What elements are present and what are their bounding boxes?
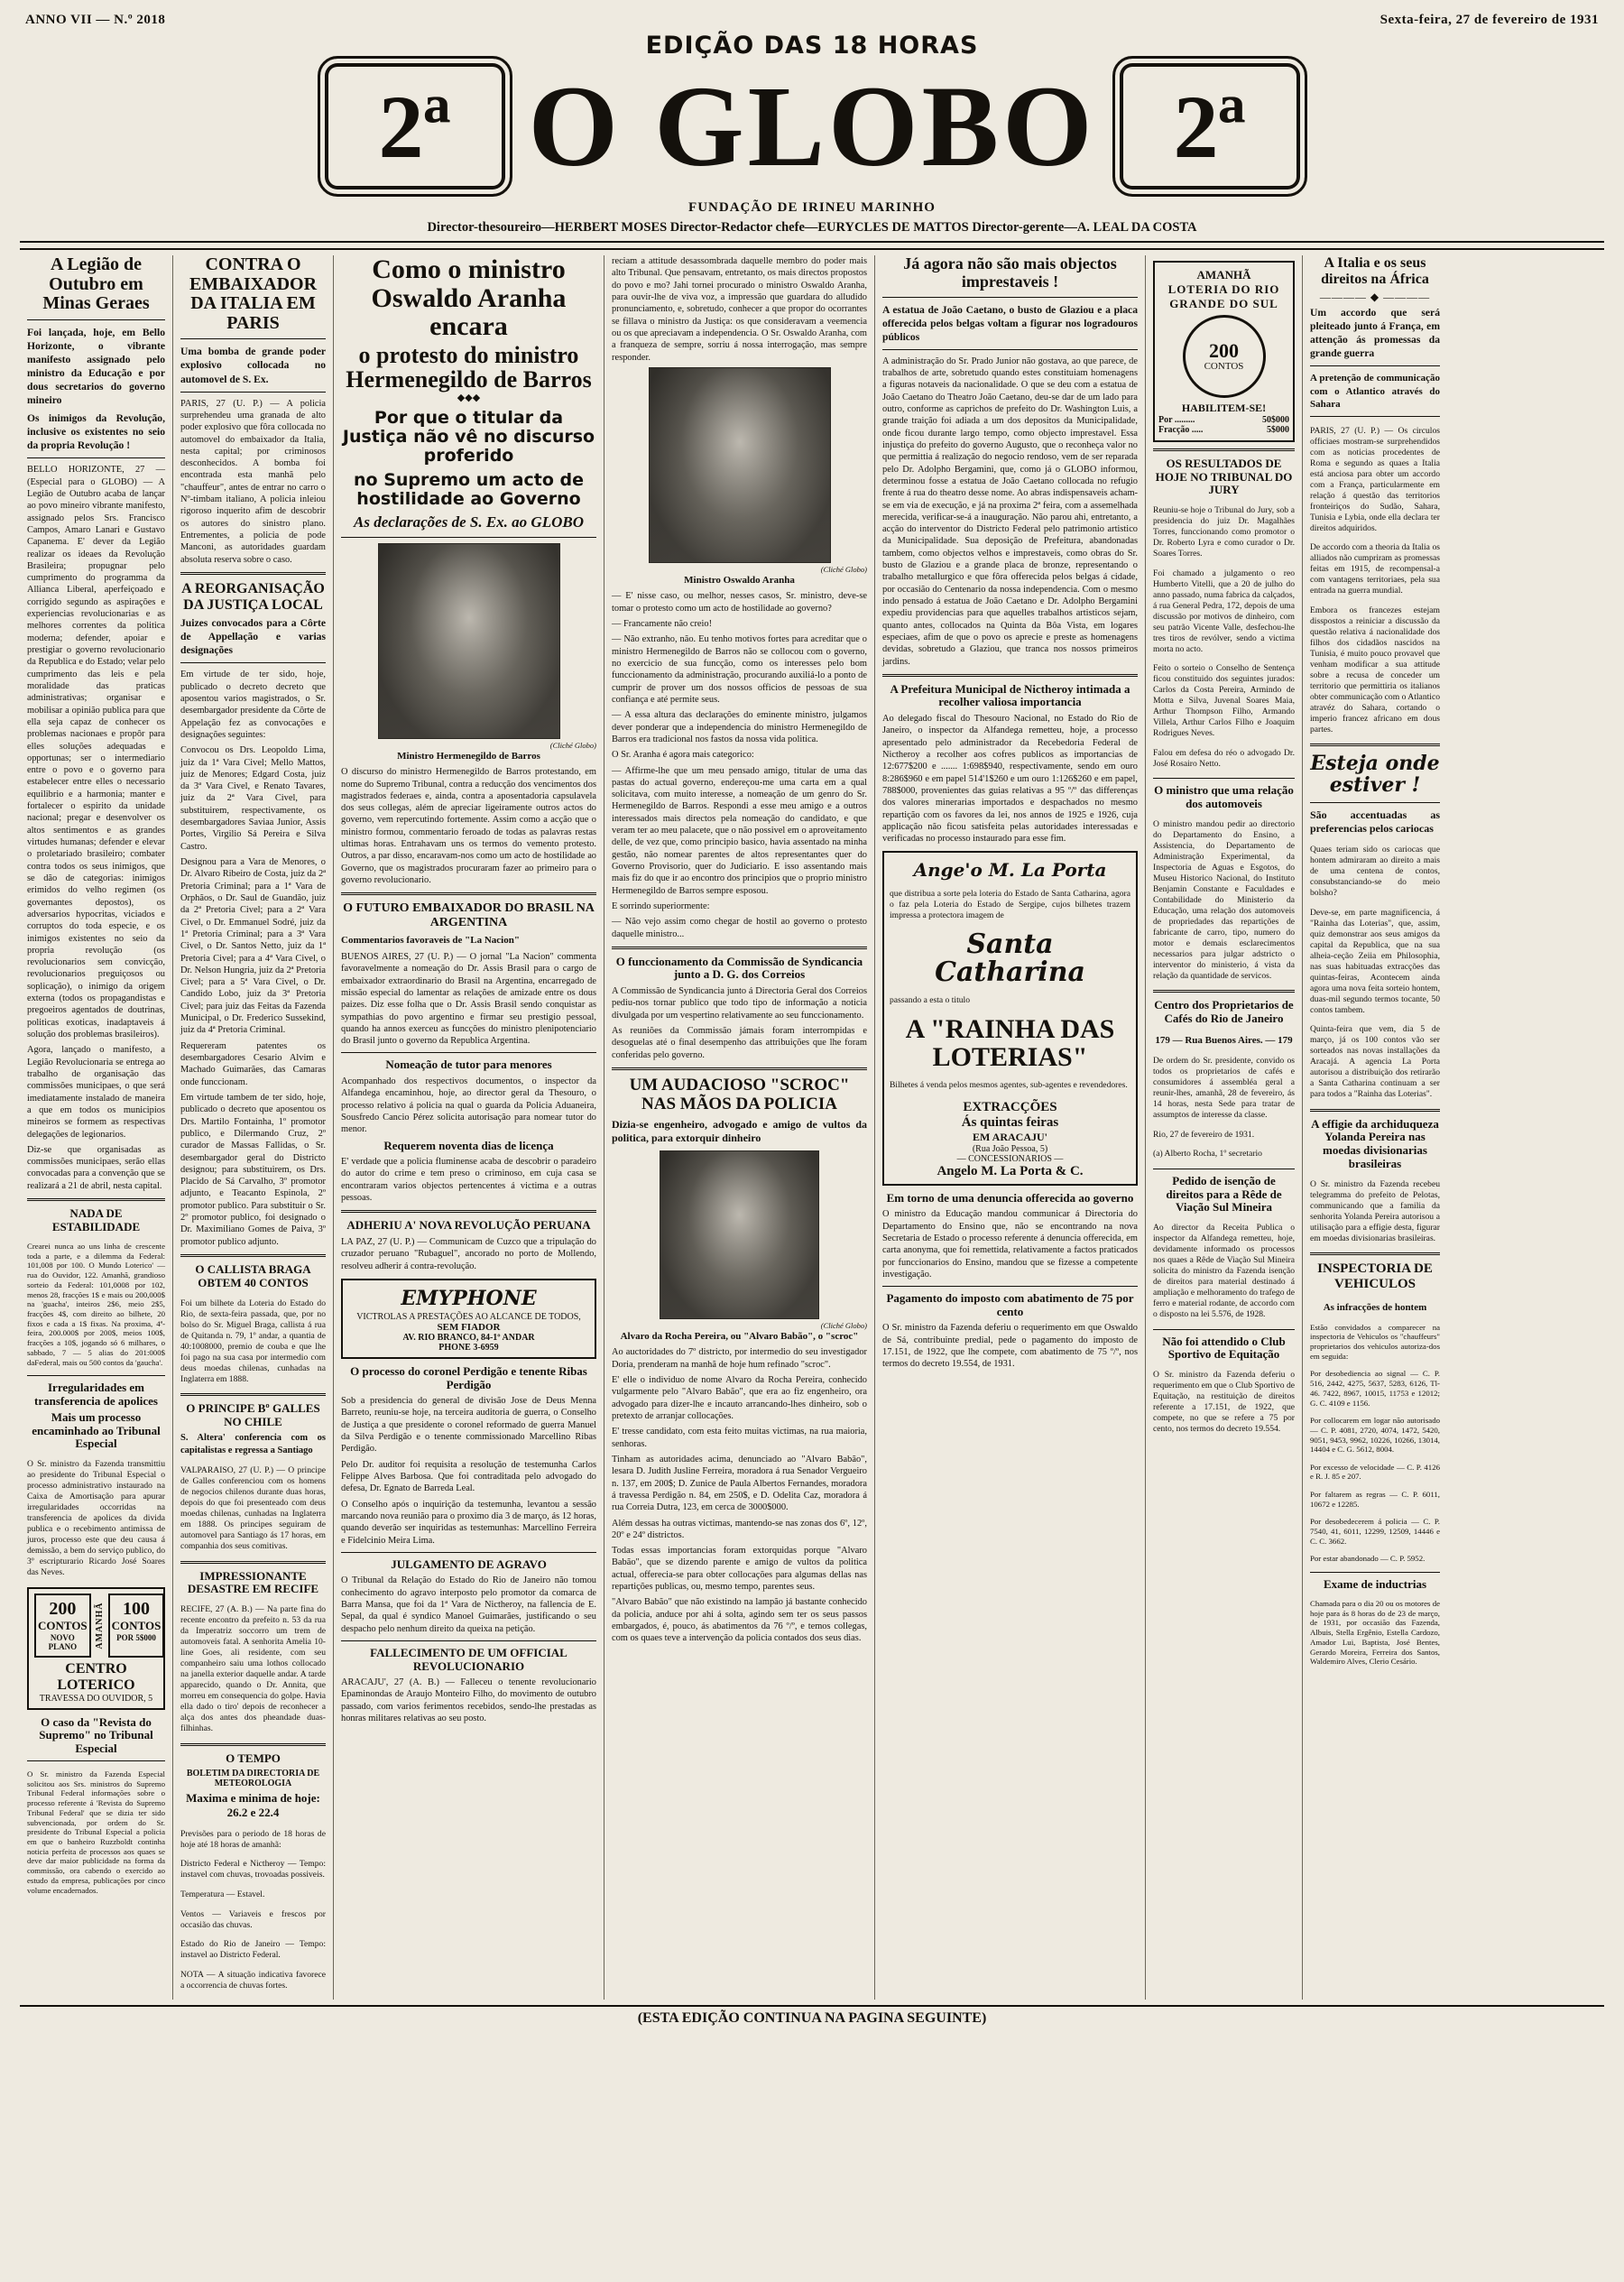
ad-loteria-rio-grande[interactable] <box>1153 261 1295 442</box>
divider <box>882 349 1138 350</box>
headline-recife: IMPRESSIONANTE DESASTRE EM RECIFE <box>187 1568 319 1596</box>
ad-extraccoes-address: (Rua João Pessoa, 5) <box>972 1143 1048 1154</box>
headline-imposto: Pagamento do imposto com abatimento de 75 por cento <box>886 1291 1134 1318</box>
column-5 <box>875 255 1146 2000</box>
headline-vehiculos: INSPECTORIA DE VEHICULOS <box>1317 1261 1433 1291</box>
para: Feito o sorteio o Conselho de Sentença ficou constituido dos seguintes jurados: Carlos da Costa Pereira, Armindo de Motta e Silva, Juvenal Soares Maia, Arthur Thompson Filho, Armando Villela, Arthur Carlos Filho e Joaquim Rodrigues Neves. <box>1153 663 1295 739</box>
headline-objectos: Já agora não são mais objectos imprestaveis ! <box>903 254 1117 291</box>
ad-brand: EMYPHONE <box>401 1286 537 1310</box>
photo-oswaldo-aranha <box>649 367 831 563</box>
para: O Sr. Aranha é agora mais categorico: <box>612 750 754 761</box>
ad-amount-left <box>34 1594 91 1658</box>
divider <box>27 1375 165 1376</box>
para: Ao auctoridades do 7º districto, por intermedio do seu investigador Doria, prenderam na manhã de hoje hum refinado "scroc". <box>612 1347 867 1370</box>
foundation-line: FUNDAÇÃO DE IRINEU MARINHO <box>688 200 936 215</box>
para: — Francamente não creio! <box>612 619 713 630</box>
sub-meteorologia: BOLETIM DA DIRECTORIA DE METEOROLOGIA <box>186 1769 320 1789</box>
para: E' elle o individuo de nome Alvaro da Rocha Pereira, conhecido vulgarmente pelo "Alvaro Babão", que era ao fiz engenheiro, ora advogado para dizer-lhe e incauto arrancando-lhes dinheiro, sob o pretexto de arranjar collocações. <box>612 1375 867 1422</box>
ad-price-value: 50$000 <box>1262 415 1289 425</box>
headline-irregularidades: Irregularidades em transferencia de apolices <box>34 1381 158 1408</box>
headline-embaixador-argentina: O FUTURO EMBAIXADOR DO BRASIL NA ARGENTINA <box>343 901 595 929</box>
ad-line-2: SEM FIADOR <box>437 1322 501 1334</box>
para: E sorrindo superiormente: <box>612 901 710 911</box>
para: Por desobediencia ao signal — C. P. 516, 2442, 4275, 5637, 5283, 6126, Tl-46. 7422, 8967, 10015, 11753 e 12012; G. C. 4109 e 1156. <box>1310 1369 1440 1408</box>
ad-text: que distribua a sorte pela loteria do Estado de Santa Catharina, agora o faz pela Loteria do Estado de Sergipe, cujos bilhetes trazem impressa a protectora imagem de <box>890 889 1130 920</box>
headline-aranha-1: Como o ministro Oswaldo Aranha encara <box>371 254 567 341</box>
para: Além dessas ha outras victimas, mantendo-se nas zonas dos 6º, 12º, 20º e 24º districtos. <box>612 1518 867 1540</box>
para: PARIS, 27 (U. P.) — A policia surprehendeu uma granada de alto poder explosivo que fôra collocada no automovel do embaixador da Italia, nesta capital; por criminosos desconhecidos. A bomba foi encontrada esta manhã pelo "chauffeur", antes de entrar no carro o Nº-timbam italiano, A policia inleiou rigoroso inquerito afim de descobrir os autores do sinistro plano. Entrementes, a policia de pode Manconi, as autoridades guardam absoluta reserva sobre o caso. <box>180 398 326 565</box>
headline-equitacao: Não foi attendido o Club Sportivo de Equitação <box>1162 1334 1286 1362</box>
para: Quinta-feira que vem, dia 5 de março, já os 100 contos vão ser sorteados nas novas installações da Aracajá. A agencia La Porta autorisou a distribuição dos retirarão a Santa Catharina continuam a ser para todos a "Rainha das Loterias". <box>1310 1024 1440 1100</box>
lead-legiao: Foi lançada, hoje, em Bello Horizonte, o vibrante manifesto assignado pelo ministro da Educação e por dous secretarios do governo mineiro <box>27 326 165 407</box>
para: — Não vejo assim como chegar de hostil ao governo o protesto daquelle ministro... <box>612 917 867 939</box>
para: Convocou os Drs. Leopoldo Lima, juiz da 1ª Vara Civel; Mello Mattos, juiz de Menores; Edgard Costa, juiz da 3ª Vara Civel, e Renato Tavares, juiz da 2ª Vara Civel, para substituirem, respectivamente, os desembargadores Saviaa Junior, Assis Portes, Virgilio Sá Pereira e Silva Castro. <box>180 745 326 852</box>
divider <box>341 1052 596 1053</box>
para: O ministro mandou pedir ao directorio do Departamento do Ensino, a Assistencia, do Departamento de Administração Experimental, da Inspectoria de Aguas e Esgotos, do Museu Historico Nacional, do Instituto Benjamin Constante e Faculdades e Contabilidade do Ministerio da Educação, uma relação dos automoveis de propriedades das repartições de fabricante de carro, tipo, numero do motor e demais esclarecimentos necessarios para julgar adstricto o interventor do ministerio, á vista da relação da quantidade de servicos. <box>1153 818 1295 981</box>
divider <box>180 1561 326 1564</box>
divider <box>180 662 326 663</box>
headline-fallecimento: FALLECIMENTO DE UM OFFICIAL REVOLUCIONARIO <box>370 1645 567 1673</box>
ad-concessionarios-label: — CONCESSIONARIOS — <box>956 1153 1064 1164</box>
para: Ao director da Receita Publica o inspector da Alfandega remetteu, hoje, devidamente informado os processos nos quaes a Rêde de Viação Sul Mineira solicita do ministro da Fazenda isenção de direitos para material destinado á ampliação e melhoramento do trafego de ferro e material rodante, de accordo com o disposto na lei 5.576, de 1928. <box>1153 1223 1295 1320</box>
para: O Sr. ministro da Fazenda deferiu o requerimento em que Oswaldo de Sá, contribuinte predial, pede o pagamento do imposto de 17.151, de 1922, que lhe compete, com abatimento de 75 º/º, nos termos do decreto 19.554, de 1931. <box>882 1323 1138 1370</box>
divider <box>1153 990 1295 993</box>
para: O Sr. ministro da Fazenda transmittiu ao presidente do Tribunal Especial o processo administrativo instaurado na Caixa de Amortisação para apurar irregularidades occorridas na transferencia de apolices da divida publica e o recebimento antimissa de juros, processo este que deu causa á demissão, a bem do serviço publico, do 3º escripturario Ricardo José Soares das Neves. <box>27 1459 165 1578</box>
ad-right-number: 100 <box>123 1598 150 1619</box>
para: O Sr. ministro da Fazenda Especial solicitou aos Srs. ministros do Supremo Tribunal Federal informações sobre o processo referente á 'Revista do Supremo Tribunal Federal' que se dizia ter sido subvencionada, por ordem do Sr. presidente do Tribunal Especial a policia em que o banheiro Ruzzboldt continha noticia perfeita de processos aos quaes se deve dar maior publicidade na forma da commissão, ora cabendo o exercido ao estudo da empresa, publicações por cinco volume encadernados. <box>27 1769 165 1895</box>
centro-address: 179 — Rua Buenos Aires. — 179 <box>1155 1035 1293 1047</box>
headline-revista: O caso da "Revista do Supremo" no Tribunal Especial <box>39 1714 153 1755</box>
ornament: ◆◆◆ <box>457 393 481 404</box>
ad-right-word: CONTOS <box>111 1618 161 1632</box>
ad-price-label: Por ......... <box>1158 415 1195 425</box>
sub-la-nacion: Commentarios favoraveis de "La Nacion" <box>341 934 520 946</box>
ad-amanha-label: AMANHÃ <box>94 1602 105 1649</box>
para: — Affirme-lhe que um meu pensado amigo, titular de uma das pastas do actual governo, endereçou-me uma carta em a qual solicitava, com muito interesse, a nomeação de um genro do Sr. Hermenegildo de Barros. Respondi a esse meu amigo e a outros interessados mais directos pela nomeação do candidato, e que veram ter ao meu palacete, que o não possivel em o aproveitamento delle, de vez que, como principio basico, havia assentado na minha gestão, não nomear parentes de altos representantes quer do Governo Provisorio, quer do Judiciario. E isso assentando mais mais fiz do que ir ao encontro dos principios que o proprio ministro Hermenegildo de Barros sempre esposou. <box>612 765 867 896</box>
column-6 <box>1146 255 1303 2000</box>
divider <box>1153 448 1295 451</box>
para: — E' nisse caso, ou melhor, nesses casos, Sr. ministro, deve-se tomar o protesto como um acto de hostilidade ao governo? <box>612 591 867 614</box>
para: Districto Federal e Nictheroy — Tempo: instavel com chuvas, trovoadas possiveis. <box>180 1859 326 1880</box>
ad-extraccoes: EXTRACÇÕES <box>963 1099 1057 1114</box>
photo-hermenegildo <box>378 543 560 739</box>
column-3 <box>334 255 604 2000</box>
headline-tutor: Nomeação de tutor para menores <box>385 1058 552 1072</box>
headline-esteja: Esteja onde estiver ! <box>1310 752 1440 798</box>
ad-amanha: AMANHÃ <box>1196 268 1251 282</box>
para: Crearei nunca ao uns linha de crescente toda a parte, e a dilemma da Federal: 101,008 por 100. O Mundo Loterico' — rua do Ouvidor, 122. Amanhã, grandioso sorteio da Federal: 101,0008 por 102, menos 28, fracções 1$ e mais ou 200,000$ na 'guacha', inteiros 2$6, meio 2$5, fracções 4$, com direito ao bilhete, 20 fixos e cada a 1$ fixas. Na proxima, 4ª-feira, 200.000$ por 200$, meios 100$, fracções a 10$, jogando só 6 milhares, o sabbado, 7 — 5 alias do 201:000$ daFederal, mais ou 500 contos da 'gaucha'. <box>27 1241 165 1367</box>
ad-fraction-value: 5$000 <box>1267 425 1289 435</box>
para: Temperatura — Estavel. <box>180 1889 265 1899</box>
divider <box>180 1393 326 1396</box>
ad-prize-circle <box>1183 315 1266 398</box>
para: A Commissão de Syndicancia junto á Directoria Geral dos Correios pediu-nos tornar publico que todo tipo de informação a noticia divulgada por um vespertino relativamente ao seu funccionamento. <box>612 985 867 1021</box>
headline-sul-mineira: Pedido de isenção de direitos para a Rêde de Viação Sul Mineira <box>1166 1174 1282 1215</box>
headline-tempo: O TEMPO <box>226 1751 281 1765</box>
para: Em virtude tambem de ter sido, hoje, publicado o decreto que aposentou os Drs. Martilo Fontainha, 1º promotor publico, e Dilermando Cruz, 2º curador de Massas Fallidas, o Sr. desembargador geral do Districto designou; para substituirem, os Drs. Placido de Sá Carvalho, 3º promotor adjunto, e Teacanto Espinola, 2º promotor publico. Para substituir o Sr. 2º promotor publico, foi designado o Dr. Maximiliano Gomes de Paiva, 3º promotor publico adjunto. <box>180 1092 326 1247</box>
headline-scroc: UM AUDACIOSO "SCROC" NAS MÃOS DA POLICIA <box>629 1075 850 1113</box>
para: De accordo com a theoria da Italia os alliados não cumpriram as promessas feitas em 1915, de recompensal-a com vantagens territoriaes, pela sua entrada na guerra mundial. <box>1310 542 1440 596</box>
ad-lottery-name: Santa Catharina <box>935 928 1085 989</box>
para: — A essa altura das declarações do eminente ministro, julgamos dever ponderar que a independencia do ministro Hermenegildo de Barros era tradicional nos fastos da nossa vida politica. <box>612 710 867 744</box>
edition-badge-left: 2ª <box>318 56 512 197</box>
divider <box>1310 416 1440 417</box>
signature: (a) Alberto Rocha, 1º secretario <box>1153 1149 1262 1159</box>
divider <box>1310 1572 1440 1573</box>
para: O Conselho após o inquirição da testemunha, levantou a sessão marcando nova reunião para o proximo dia 3 de março, ás 12 horas, quando deverão ser inquiridas as testemunhas: Marcellino Ferreira e Fidelcinio Meira Lima. <box>341 1499 596 1546</box>
continuation-note: (ESTA EDIÇÃO CONTINUA NA PAGINA SEGUINTE) <box>20 2005 1604 2027</box>
para: PARIS, 27 (U. P.) — Os circulos officiaes mostram-se surprehendidos com as noticias procedentes de Roma e segundo as quaes a Italia está anciosa para obter um accordo com a França, particularmente em relação á questão das territorios fronteiriços do Sudão, Sahara, Tunisia e Lybia, onde ella declara ter direitos adquiridos. <box>1310 425 1440 533</box>
divider <box>27 1198 165 1201</box>
para: Rio, 27 de fevereiro de 1931. <box>1153 1129 1255 1140</box>
ad-slogan: A "RAINHA DAS LOTERIAS" <box>905 1013 1115 1073</box>
sub-scroc: Dizia-se engenheiro, advogado e amigo de vultos da politica, para extorquir dinheiro <box>612 1117 867 1145</box>
divider <box>180 1254 326 1257</box>
photo-caption: Ministro Hermenegildo de Barros <box>397 750 540 762</box>
headline-peru: ADHERIU A' NOVA REVOLUÇÃO PERUANA <box>346 1218 591 1233</box>
ad-concessionarios: Angelo M. La Porta & C. <box>937 1163 1084 1178</box>
kicker-line-2: no Supremo um acto de hostilidade ao Governo <box>354 469 584 509</box>
ad-lottery-name: LOTERIA DO RIO GRANDE DO SUL <box>1167 282 1280 310</box>
photo-credit: (Cliché Globo) <box>549 740 596 750</box>
sub-legiao: Os inimigos da Revolução, inclusive os existentes no seio da propria Revolução ! <box>27 412 165 452</box>
directors-line: Director-thesoureiro—HERBERT MOSES Director-Redactor chefe—EURYCLES DE MATTOS Director-gerente—A. LEAL DA COSTA <box>20 220 1604 243</box>
headline-embaixador: CONTRA O EMBAIXADOR DA ITALIA EM PARIS <box>189 254 318 333</box>
para: O ministro da Educação mandou communicar á Directoria do Departamento do Ensino que, não se encontrando na nova Secretaria de Estado o processo referente á denuncia offerecida, em carta anonyma, que foi remettida, relativamente a factos praticados por funccionarios do Ensino, mandou que se fizesse a competente investigação. <box>882 1209 1138 1280</box>
headline-aranha-2: o protesto do ministro Hermenegildo de Barros <box>346 341 592 393</box>
para: Em virtude de ter sido, hoje, publicado o decreto decreto que aposentou varios magistrados, o Sr. desembargador presidente da Côrte de Appelação fez as convocações e designações seguintes: <box>180 670 326 740</box>
para: Por collocarem em logar não autorisado — C. P. 4081, 2720, 4074, 1472, 5420, 9051, 9453, 9962, 10226, 10266, 13014, 14404 e C. G. 5612, 8004. <box>1310 1416 1440 1455</box>
ad-habilitem: HABILITEM-SE! <box>1181 402 1267 414</box>
ad-store-address: TRAVESSA DO OUVIDOR, 5 <box>39 1693 153 1704</box>
ad-left-sub: NOVO PLANO <box>48 1632 78 1652</box>
ad-text-3: Bilhetes á venda pelos mesmos agentes, sub-agentes e revendedores. <box>890 1080 1128 1091</box>
divider <box>612 1067 867 1070</box>
divider <box>27 1760 165 1761</box>
newspaper-title: O GLOBO <box>528 62 1096 190</box>
para: — Não extranho, não. Eu tenho motivos fortes para acreditar que o ministro Hermenegildo de Barros não se collocou com o governo, no exercicio de sua funcção, como os interesses pelo bom funccionamento da administração, procurando auxiliá-lo a ponto de cumprir de prover um dos nossos officios de pessoas de sua confiança e até permite seus. <box>612 634 867 705</box>
para: Reuniu-se hoje o Tribunal do Jury, sob a presidencia do juiz Dr. Magalhães Torres, funccionando como promotor o Dr. Roberto Lyra e como curador o Dr. Soares Torres. <box>1153 505 1295 559</box>
para: Agora, lançado o manifesto, a Legião Revolucionaria se entrega ao trabalho de organisação das commissões municipaes, o que será imediatamente instalado de maneira a que em todos os municipios mineiros se formem as respectivas delegações de legionarios. <box>27 1045 165 1140</box>
para: Falou em defesa do réo o advogado Dr. José Rosairo Netto. <box>1153 747 1295 769</box>
para: Diz-se que organisadas as commissões municipaes, serão ellas convocadas para a convenção que se realizará a 21 de abril, nesta capital. <box>27 1144 165 1191</box>
divider <box>882 297 1138 298</box>
divider <box>180 392 326 393</box>
para: Foi um bilhete da Loteria do Estado do Rio, de sexta-feira passada, que, por no bolso do Sr. Miguel Braga, callista á rua de Quitanda n. 79, 1º andar, a quantia de 40:1008000, premio de couba e que lhe foi pago na sua casa por intermedio com deus moedas chilenas, cunhadas na Inglaterra em 1888. <box>180 1298 326 1384</box>
headline-italia: A Italia e os seus direitos na África <box>1321 255 1429 287</box>
ad-agent-name: Ange'o M. La Porta <box>913 859 1107 882</box>
ad-left-number: 200 <box>49 1598 77 1619</box>
sub-sahara: A pretenção de communicação com o Atlantico através do Sahara <box>1310 373 1440 411</box>
para: Tinham as autoridades acima, denunciado ao "Alvaro Babão", lesara D. Judith Jusline Ferreira, moradora á rua Senador Vergueiro n. 137, em 200$; D. Zunice de Paula Albertos Fernandes, moradora á travessa Perdigão n. 84, em 250$, e D. Odelita Caz, moradora á rua Correia Dutra, 123, em cerca de 3000$000. <box>612 1454 867 1513</box>
para: A administração do Sr. Prado Junior não gostava, ao que parece, de trabalhos de arte, sobretudo quando estes constituiam homenagens a figuras notaveis da nacionalidade. O que se deu com a estatua de João Caetano do Theatro João Caetano, deu-se dar de um lado para outro, conforme as caprichos de prefeito do Dr. Washington Luis, a grande traição foi adiada a um dos depositos da Municipalidade, onde ficou durante largo tempo, como objecto imprestavel. Essa injustiça do prefeito do governo Augusto, que o reconheça valor no que permittia á realização do negocio rendoso, vem de ser reparada pelo Dr. Adolpho Bergamini, que, como já o GLOBO informou, determinou fosse a estatua de João Caetano collocada no refugio frente á rua do theatro desse nome. Ao abras indispensaveis acham-se em via de execução, e já na proxima 2ª feira, com a assemelhada merecida, verificar-se-á a inauguração. Não parou ahi, entretanto, a acção do interventor do Districto Federal pelo patrimonio artistico da Municipalidade. Sua deposição de Prefeitura, abandonadas tambem, como objectos velhos e imprestaveis, como obras do Sr. busto de Glaziou e a grande placa de bronze, representando o trabalho metallurgico e que fôra offerecida pelos belgas á cidade, por occasião do Centenario da nossa independencia. Com o mesmo indo pensado á estatua de João Caetano e Dr. Adolpho Bergamini expediu providencias para que aquelles trabalhos artisticos sejam, quanto antes, collocados na Quinta da Bôa Vista, em logares especiaes, afim de que o povo os aprecie e preste as homenagens devidas, sobretudo a Glaziou, que tranca nos nossos primeiros jardins. <box>882 356 1138 667</box>
divider <box>882 674 1138 677</box>
sub-justica: Juizes convocados para a Côrte de Appellação e varias designações <box>180 617 326 657</box>
sub-objectos: A estatua de João Caetano, o busto de Glaziou e a placa offerecida pelos belgas voltam a figurar nos logradouros públicos <box>882 303 1138 343</box>
photo-credit: (Cliché Globo) <box>820 1320 867 1330</box>
ad-amount-right <box>108 1594 165 1658</box>
photo-alvaro-babao <box>660 1150 819 1319</box>
divider <box>1153 1329 1295 1330</box>
sub-italia: Um accordo que será pleiteado junto á França, em attenção ás promessas da grande guerra <box>1310 307 1440 360</box>
subhead-processo: Mais um processo encaminhado ao Tribunal Especial <box>32 1410 161 1451</box>
divider <box>180 572 326 575</box>
temperature-max-min: Maxima e minima de hoje: 26.2 e 22.4 <box>186 1791 320 1820</box>
para: NOTA — A situação indicativa favorece a occorrencia de chuvas fortes. <box>180 1969 326 1991</box>
divider <box>341 1552 596 1553</box>
photo-caption: Ministro Oswaldo Aranha <box>684 574 795 586</box>
para: Ao delegado fiscal do Thesouro Nacional, no Estado do Rio de Janeiro, o inspector da Alfandega remetteu, hoje, a processo apresentado pelo administrador da Recebedoria Federal de Nictheroy a recolher aos cofres publicos as importancias de 12:677$200 e ....... 1:698$940, respectivamente, sendo em ouro 8:286$960 e em papel 514'1$260 e um ouro 1:126$260 e em papel, 788$000, provenientes das guias relativas a 95 º/º das differenças dos valores minerarias importados e despachados no mesmo repartição com os favores da lei, nos annos de 1925 e 1926, cuja applicação não ficou satisfeita pelas autoridades interessadas e verificadas no processo instaurado para esse fim. <box>882 714 1138 845</box>
divider <box>1310 802 1440 803</box>
divider <box>341 537 596 538</box>
divider <box>882 1286 1138 1287</box>
divider <box>341 1640 596 1641</box>
para: Estão convidados a comparecer na inspectoria de Vehiculos os "chauffeurs" proprietarios dos vehiculos autoriza-dos em seguida: <box>1310 1322 1440 1361</box>
ad-line-1: VICTROLAS A PRESTAÇÕES AO ALCANCE DE TODOS, <box>356 1312 581 1323</box>
para: BUENOS AIRES, 27 (U. P.) — O jornal "La Nacion" commenta favoravelmente a nomeação do Dr. Assis Brasil para o cargo de embaixador extraordinario do Brasil na Argentina, encarregado de missão especial do lamentar as relações de amizade entre os dous paizes. Diz esse folha que o Dr. Assis Brasil sendo conquistar as sympathias do povo argentino e firmar seu prestigio pessoal, quando ha annos exerceu as funcções do ministro plenipotenciario do Brasil junto o governo da Republica Argentina. <box>341 951 596 1047</box>
para: Designou para a Vara de Menores, o Dr. Alvaro Ribeiro de Costa, juiz da 2ª Pretoria Criminal; para a 1ª Vara de Orphãos, o Dr. Saul de Guandão, juiz da 2ª Pretoria Civel; para a 2ª Vara Civel, o Dr. Emmanuel Sodré, juiz da 1ª Pretoria Criminal; para a 3ª Vara Civel, o Dr. Santos Netto, juiz da 1ª Pretoria Civel; para a 4ª Vara Civel, o Dr. Nelson Hungria, juiz da 2ª Pretoria Civel; para a 5ª Vara Civel, o Dr. Candido Lobo, juiz da 3ª Pretoria Civel; para juiz das Feitas da Fazenda Municipal, o Dr. Frederico Sussekind, juiz da 4ª Pretoria Criminal. <box>180 857 326 1036</box>
para: Por estar abandonado — C. P. 5952. <box>1310 1554 1426 1564</box>
para: RECIFE, 27 (A. B.) — Na parte fina do recente encontro da prefeito n. 53 da rua da Imperatriz soccorro um trem de automoveis fatal. A senhorita Amelia 10-line Goes, ali residente, com seu companheiro saiu uma lothos collocado na janella exterior daquelle andar. A tarde apparecido, quando o Dr. Annita, que morreu em consequencia do golpe. Havia ella dado o tiro' depois de reconhecer a alça dos antes dos pheandade duas-filhinhas. <box>180 1604 326 1734</box>
para: Deve-se, em parte magnificencia, á "Rainha das Loterias", que, assim, quiz demonstrar aos seus amigos da capital da Republica, que na sua alheia-ceção Zeiia em Philosophia, nas suas habituadas extracções das quintas-feiras, Acontecem ainda agora uma nova feita sorteio hontem, duas-mil segundo termos tocante, 50 contos tambem. <box>1310 907 1440 1015</box>
para: Por desobedecerem á policia — C. P. 7540, 41, 6011, 12299, 12509, 14446 e C. C. 3662. <box>1310 1517 1440 1546</box>
para: As reuniões da Commissão jámais foram interrompidas e desoguelas até o final desempenho das attribuições que lhe foram conferidas pelo governo. <box>612 1025 867 1060</box>
divider <box>341 892 596 895</box>
ad-left-word: CONTOS <box>38 1618 88 1632</box>
headline-centro-cafes: Centro dos Proprietarios de Cafés do Rio de Janeiro <box>1154 998 1294 1025</box>
masthead <box>20 56 1604 197</box>
headline-perdigao: O processo do coronel Perdigão e tenente Ribas Perdigão <box>350 1364 587 1391</box>
para: Chamada para o dia 20 ou os motores de hoje para ás 8 horas do de 23 de março, de 1931, por occasião das Fazenda, Albuis, Stella Ergênio, Estella Cardozo, Amador Lui, Baptista, José Bentes, Gerardo Moreira, Ferreira dos Santos, Waldemiro Alves, Clerio Cesário. <box>1310 1599 1440 1667</box>
divider <box>1310 744 1440 746</box>
para: Quaes teriam sido os cariocas que hontem admiraram ao direito a mais de uma centena de contos, consubstanciando-se do meio bolsho? <box>1310 845 1440 899</box>
para: Estado do Rio de Janeiro — Tempo: instavel ao Districto Federal. <box>180 1939 326 1961</box>
divider <box>180 1743 326 1746</box>
para: Ventos — Variaveis e frescos por occasião das chuvas. <box>180 1908 326 1930</box>
divider <box>341 1210 596 1213</box>
para: "Alvaro Babão" que não existindo na lampão já bastante conhecido da policia, anduce por ahi á solta, agindo sem ter os seus passos embargados, é, pouco, ás abatimentos da 76 º/º, e temos collegas, com os quaes teve a intervenção da policia contados dos seus dias. <box>612 1597 867 1644</box>
para: BELLO HORIZONTE, 27 — (Especial para o GLOBO) — A Legião de Outubro acaba de lançar ao povo mineiro vibrante manifesto, assignado pelos Srs. Francisco Campos, Amaro Lanari e Gustavo Capanema. E' dever da Legião realizar os ideaes da Revolução Brasileira; propugnar pelo cumprimento do programma da Allianca Liberal, aperfeiçoado e corrigido segundo as aspirações e experiencias revolucionarias e as melhores correntes da politica moderna; defender, apoiar e prestigiar o governo revolucionario da Republica e do Estado; velar pelo cumprimento das leis e pela moralidade das praticas administrativas; organisar e mobilisar a opinião publica para que ella seja capaz de conhecer os problemas nacionaes e propôr para elles soluções adequadas e opportunas; ser o intermediario entre o povo e o governo para estabelecer entre elles o necessario equilibrio e a harmonia; manter e fortalecer o espirito da unidade nacional; pregar e desenvolver os altos sentimentos e as grandes virtudes humanas; defender e elevar o proletariado brasileiro; combater contra todos os seus inimigos, que se dão de categorias: inimigos erimidos do velho regimen (os governantes depostos), os adversarios hypocritas, viciados e corruptos do toda especie, e os inimigos existentes no seio da propria revolução (os revolucionarios sem convicção, revolucionarios preguiçosos ou soplicação), o inimigo da origem externa (todos os propagandistas e pregoeiros agentados de doutrinas, politicas exoticas, inadaptaveis á solução dos problemas brasileiros). <box>27 465 165 1040</box>
headline-callista: O CALLISTA BRAGA OBTEM 40 CONTOS <box>195 1262 311 1289</box>
forecast-period: Previsões para o periodo de 18 horas de hoje até 18 horas de amanhã: <box>180 1828 326 1850</box>
headline-justica: A REORGANISAÇÃO DA JUSTIÇA LOCAL <box>181 580 325 613</box>
column-1 <box>20 255 173 2000</box>
photo-caption: Alvaro da Rocha Pereira, ou "Alvaro Babão", o "scroc" <box>620 1330 859 1342</box>
para: Por faltarem as regras — C. P. 6011, 10672 e 12285. <box>1310 1490 1440 1509</box>
column-7 <box>1303 255 1447 2000</box>
divider <box>1310 365 1440 366</box>
ad-fraction-label: Fracção ..... <box>1158 425 1204 435</box>
ad-extraccoes-place: EM ARACAJU' <box>973 1130 1047 1143</box>
ad-right-sub: POR 5$000 <box>116 1632 156 1642</box>
para: Todas essas importancias foram extorquidas porque "Alvaro Babão", que se dizendo parente e amigo de vultos da politica actual, offerecia-se para obter collocações para algumas dellas nas repartições publicas, ou, mesmo tempo, parentes seus. <box>612 1546 867 1593</box>
para: O Sr. ministro da Fazenda deferiu o requerimento em que o Club Sportivo de Equitação, na restituição de direitos referente a 17.151, de 1922, que compete, no que se refere a 75 por cento, nos termos do decreto 19.554. <box>1153 1370 1295 1435</box>
para: E' verdade que a policia fluminense acaba de descobrir o paradeiro do autor do crime e tem preso o criminoso, em cuja casa se encontraram varios objectos pertencentes á victima e a outras pessoas. <box>341 1157 596 1204</box>
kicker-declaracoes: As declarações de S. Ex. ao GLOBO <box>354 513 584 531</box>
headline-licenca: Requerem noventa dias de licença <box>383 1138 554 1152</box>
para: Foi chamado a julgamento o reo Humberto Vitelli, que a 20 de julho do anno passado, numa fabrica da calçados, á rua General Pedra, 172, depois de uma discussão por motivos de dinheiro, com seu patrão Vicente Valle, desfechou-lhe tres tiros de revólver, sendo a victima morta no acto. <box>1153 568 1295 654</box>
headline-legiao: A Legião de Outubro em Minas Geraes <box>42 254 150 314</box>
divider <box>27 457 165 458</box>
ad-address: AV. RIO BRANCO, 84-1º ANDAR <box>402 1333 535 1344</box>
issue-date: Sexta-feira, 27 de fevereiro de 1931 <box>1379 13 1599 27</box>
edition-badge-right: 2ª <box>1112 56 1307 197</box>
para: Acompanhado dos respectivos documentos, o inspector da Alfandega encaminhou, hoje, ao director geral da Thesouro, o processo relativo á policia na qual o guarda da Policia Aduaneira, Sousfredo Cancio Pérez solicita autorisação para nomear tutor do menor. <box>341 1076 596 1135</box>
kicker-line-1: Por que o titular da Justiça não vê no discurso proferido <box>342 408 595 466</box>
divider <box>612 947 867 949</box>
ad-prize-number: 200 <box>1209 339 1239 362</box>
photo-credit: (Cliché Globo) <box>820 564 867 574</box>
headline-denuncia: Em torno de uma denuncia offerecida ao governo <box>886 1190 1134 1205</box>
divider-dashes: ———— ◆ ———— <box>1319 291 1431 304</box>
headline-exame: Exame de inductrias <box>1323 1576 1427 1591</box>
para: E' tresse candidato, com esta feito muitas victimas, na rua maioria, senhoras. <box>612 1427 867 1449</box>
para: reciam a attitude desassombrada daquelle membro do poder mais alto Tribunal. Que pensavam, entretanto, os mais directos propostos do povo e mo? Jahi tornei procurado o ministro Oswaldo Aranha, para ouvir-lhe de viva voz, a impressão que guardara do alludido pronunciamento, e, sobretudo, conhecer a que propor do ocorrantes se fillava o ministro da Justiça: os que consideravam a veemencia ou os que apreciavam a independencia. O Sr. Oswaldo Aranha, com a franqueza de sempre, sorriu á nossa interrogação, mas sempre responder. <box>612 256 867 363</box>
divider <box>1310 1252 1440 1255</box>
ad-prize-word: CONTOS <box>1204 361 1244 372</box>
para: O Sr. ministro da Fazenda recebeu telegramma do prefeito de Pelotas, communicando que a familia da senhorita Yolanda Pereira autorisou a utilisação para a effigie desta, figurar em moedas divisionarias brasileiras. <box>1310 1178 1440 1243</box>
para: Pelo Dr. auditor foi requisita a resolução de testemunha Carlos Felippe Alves Barbosa. Que foi contraditada pelo advogado do defesa, Dr. Egnato de Barreda Leal. <box>341 1459 596 1494</box>
sub-embaixador: Uma bomba de grande poder explosivo collocada no automovel de S. Ex. <box>180 346 326 385</box>
column-2 <box>173 255 334 2000</box>
para: VALPARAISO, 27 (U. P.) — O principe de Galles conferenciou com os homens de negocios chilenos durante duas horas, depois do que foi presenteado com deus moedas chilenas, cunhadas na Inglaterra em 1888. Os principes seguiram de automovel para Santiago ás 17 horas, em companhia dos seus comitivas. <box>180 1465 326 1552</box>
para: O discurso do ministro Hermenegildo de Barros protestando, em nome do Supremo Tribunal, contra a reducção dos vencimentos dos magistrados federaes e, ainda, contra a aposentadoria capsulavela dos seus collegas, além de apreciar ligeiramente outros actos do governo, vem repercutindo fortemente. Assim como a acção que o ministro formou, commentario feroado de todas as palavras restas ultimas horas. Entrahavam uns os termos do vemento protesto. Outros, a par disso, encaravam-nos como um acto de hostilidade ao Governo, que os magistrados procuraram fazer ao primeiro para o governo revolucionario. <box>341 767 596 885</box>
para: De ordem do Sr. presidente, convido os todos os proprietarios de cafés e consumidores á assembléa geral a reunir-lhes, amanhã, 28 de fevereiro, ás 14 horas, nesta Sede para tratar de assumptos de interesse da classe. <box>1153 1056 1295 1121</box>
headline-correios: O funccionamento da Commissão de Syndicancia junto a D. G. dos Correios <box>615 954 863 982</box>
divider <box>27 319 165 320</box>
sub-infraccoes: As infracções de hontem <box>1323 1301 1427 1313</box>
edition-banner: EDIÇÃO DAS 18 HORAS <box>645 32 979 60</box>
ad-centro-loterico[interactable] <box>27 1587 165 1710</box>
divider <box>180 338 326 339</box>
para: LA PAZ, 27 (U. P.) — Communicam de Cuzco que a tripulação do cruzador peruano "Rubaguel", ancorado no porto de Mollendo, resolveu adherir á contra-revolução. <box>341 1236 596 1271</box>
headline-estabilidade: NADA DE ESTABILIDADE <box>51 1206 141 1233</box>
ad-la-porta[interactable] <box>882 851 1138 1185</box>
issue-number: ANNO VII — N.º 2018 <box>25 13 166 27</box>
divider <box>1310 1109 1440 1112</box>
para: Por excesso de velocidade — C. P. 4126 e R. J. 85 e 207. <box>1310 1462 1440 1482</box>
column-4 <box>604 255 875 2000</box>
para: Requereram patentes os desembargadores Cesario Alvim e Machado Guimarães, das Camaras onde funccionam. <box>180 1040 326 1087</box>
para: ARACAJU', 27 (A. B.) — Falleceu o tenente revolucionario Epaminondas de Araujo Monteiro Filho, do movimento de outubro passado, com varios ferimentos recebidos, sendo-lhe prestadas as honras militares relativas ao seu posto. <box>341 1677 596 1724</box>
ad-phone: PHONE 3-6959 <box>438 1343 499 1353</box>
article-columns <box>20 248 1604 2000</box>
para: O Tribunal da Relação do Estado do Rio de Janeiro não tomou conhecimento do agravo interposto pelo promotor da comarca de Barra Mansa, que foi da 1ª Vara de Nictheroy, na fallencia de E. Sepal, da qual é syndico Manoel Guimarães, justificando o seu despacho pelo nenhum direito da queixa na petição. <box>341 1575 596 1634</box>
headline-automoveis: O ministro que uma relação dos automoveis <box>1154 783 1294 810</box>
ad-store-name: CENTRO LOTERICO <box>57 1660 135 1693</box>
ad-emyphone[interactable] <box>341 1279 596 1359</box>
para: Embora os francezes estejam disspostos a reiniciar a discussão da questão relativa á nacionalidade dos filhos dos cidadãos nascidos na Tunisia, é muito pouco provavel que venham modificar a sua attitude sobre a recusa de conceder um territorio que permittiria os italianos obter communicação com o Atlantico atravéz do Sahara, cortando o imperio francez africano em dous partes. <box>1310 605 1440 734</box>
headline-jury: OS RESULTADOS DE HOJE NO TRIBUNAL DO JURY <box>1155 457 1293 497</box>
ad-text-2: passando a esta o titulo <box>890 995 970 1006</box>
masthead-topline <box>20 13 1604 30</box>
sub-preferencias: São accentuadas as preferencias pelos cariocas <box>1310 808 1440 836</box>
headline-agravo: JULGAMENTO DE AGRAVO <box>391 1557 547 1571</box>
headline-principe: O PRINCIPE Bº GALLES NO CHILE <box>186 1401 320 1428</box>
headline-yolanda: A effigie da archiduqueza Yolanda Pereira nas moedas divisionarias brasileiras <box>1311 1116 1439 1170</box>
headline-nictheroy: A Prefeitura Municipal de Nictheroy intimada a recolher valiosa importancia <box>890 681 1130 709</box>
para: Sob a presidencia do general de divisão Jose de Deus Menna Barreto, reuniu-se hoje, na terceira auditoria de guerra, o Conselho de Justiça a que presidente o coronel reformado de guerra Manuel da Silva Perdigão e o tenente commissionado Marcellino Ribas Perdigão. <box>341 1396 596 1455</box>
ad-extraccoes-day: Ás quintas feiras <box>961 1114 1059 1130</box>
sub-principe: S. Altera' conferencia com os capitalistas e regressa a Santiago <box>180 1433 326 1455</box>
divider <box>1153 778 1295 779</box>
